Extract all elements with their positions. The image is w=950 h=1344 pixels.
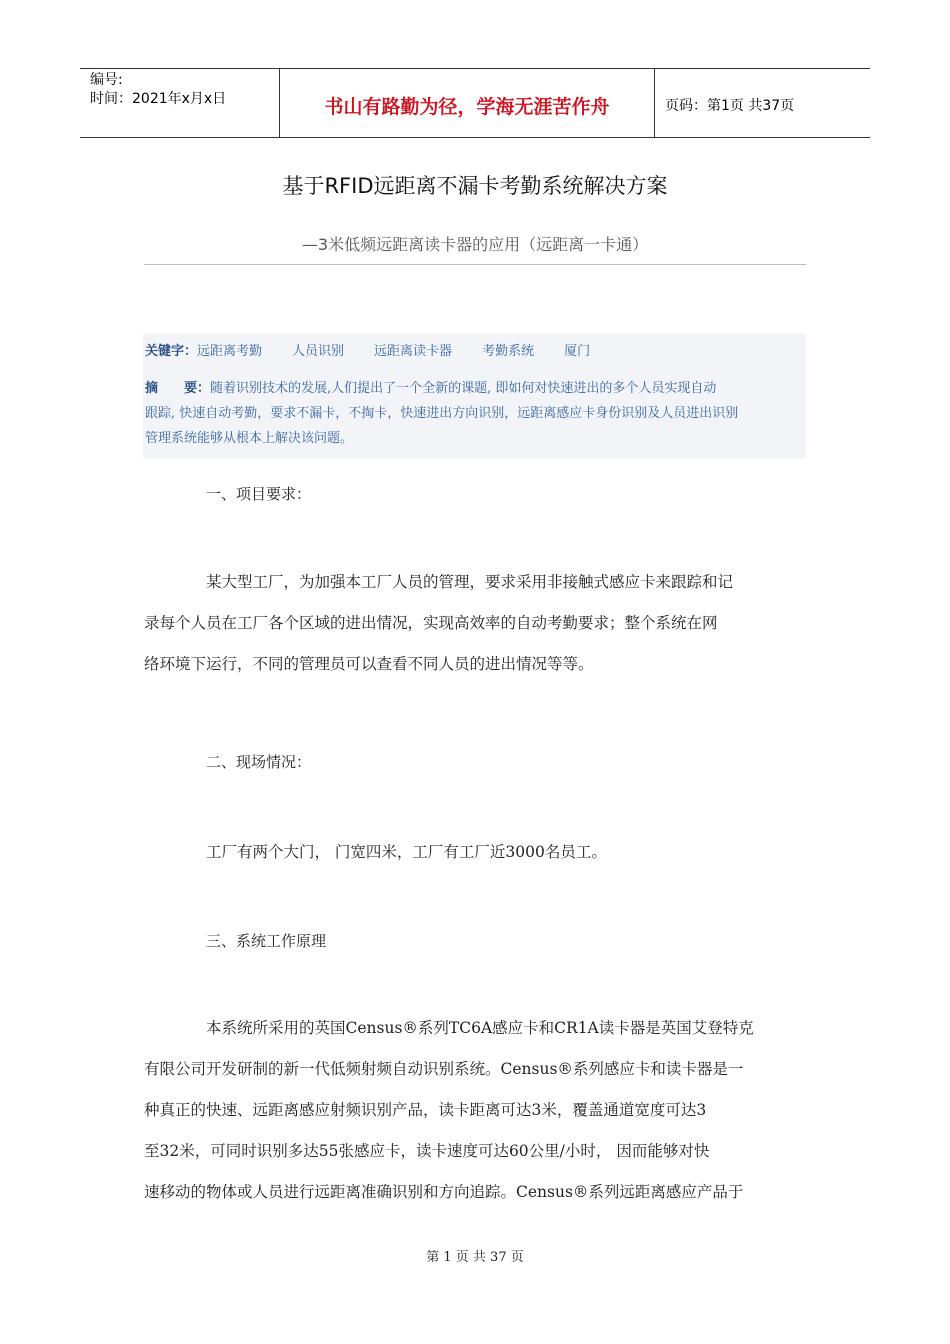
abstract-line: 随着识别技术的发展,人们提出了一个全新的课题, 即如何对快速进出的多个人员实现自动 <box>210 381 717 396</box>
keyword-link[interactable]: 厦门 <box>564 343 591 359</box>
paragraph-line: 录每个人员在工厂各个区域的进出情况，实现高效率的自动考勤要求；整个系统在网 <box>144 614 718 632</box>
keyword-link[interactable]: 远距离考勤 <box>197 343 263 359</box>
document-subtitle: —3米低频远距离读卡器的应用（远距离一卡通） <box>301 235 649 254</box>
time-label: 时间：2021年x月x日 <box>90 91 227 107</box>
number-label: 编号: <box>90 72 123 88</box>
page-footer: 第 1 页 共 37 页 <box>426 1250 524 1265</box>
paragraph-line: 络环境下运行，不同的管理员可以查看不同人员的进出情况等等。 <box>144 655 594 673</box>
section-heading: 二、现场情况： <box>206 753 312 771</box>
section-heading: 一、项目要求： <box>206 485 312 503</box>
section-paragraph <box>144 562 806 685</box>
header-motto: 书山有路勤为径，学海无涯苦作舟 <box>280 69 655 137</box>
abstract-line: 管理系统能够从根本上解决该问题。 <box>145 431 354 446</box>
paragraph-line: 至32米，可同时识别多达55张感应卡，读卡速度可达60公里/小时， 因而能够对快 <box>144 1142 710 1160</box>
abstract <box>145 376 806 451</box>
keyword-link[interactable]: 考勤系统 <box>482 343 535 359</box>
keyword-link[interactable]: 人员识别 <box>292 343 345 359</box>
title-divider <box>144 264 806 265</box>
section-heading: 三、系统工作原理 <box>206 932 327 950</box>
keyword-link[interactable]: 远距离读卡器 <box>374 343 453 359</box>
paragraph-line: 本系统所采用的英国Census®系列TC6A感应卡和CR1A读卡器是英国艾登特克 <box>206 1019 754 1037</box>
keywords-line <box>145 338 806 360</box>
header-meta <box>80 69 280 137</box>
paragraph-line: 某大型工厂，为加强本工厂人员的管理，要求采用非接触式感应卡来跟踪和记 <box>206 573 734 591</box>
section-paragraph <box>144 1008 806 1213</box>
header-page-info: 页码：第1页 共37页 <box>665 98 795 114</box>
abstract-line: 跟踪, 快速自动考勤，要求不漏卡，不掏卡，快速进出方向识别，远距离感应卡身份识别及人员进出识别 <box>145 406 739 421</box>
paragraph-line: 工厂有两个大门， 门宽四米，工厂有工厂近3000名员工。 <box>206 843 607 861</box>
keywords-label: 关键字： <box>145 343 198 359</box>
section-paragraph <box>144 832 806 873</box>
document-title: 基于RFID远距离不漏卡考勤系统解决方案 <box>282 174 668 198</box>
page-header <box>80 68 870 138</box>
paragraph-line: 速移动的物体或人员进行远距离准确识别和方向追踪。Census®系列远距离感应产品于 <box>144 1183 744 1201</box>
abstract-label: 摘 要： <box>145 381 211 396</box>
paragraph-line: 有限公司开发研制的新一代低频射频自动识别系统。Census®系列感应卡和读卡器是一 <box>144 1060 744 1078</box>
keywords-abstract-box <box>143 334 806 458</box>
paragraph-line: 种真正的快速、远距离感应射频识别产品，读卡距离可达3米，覆盖通道宽度可达3 <box>144 1101 707 1119</box>
